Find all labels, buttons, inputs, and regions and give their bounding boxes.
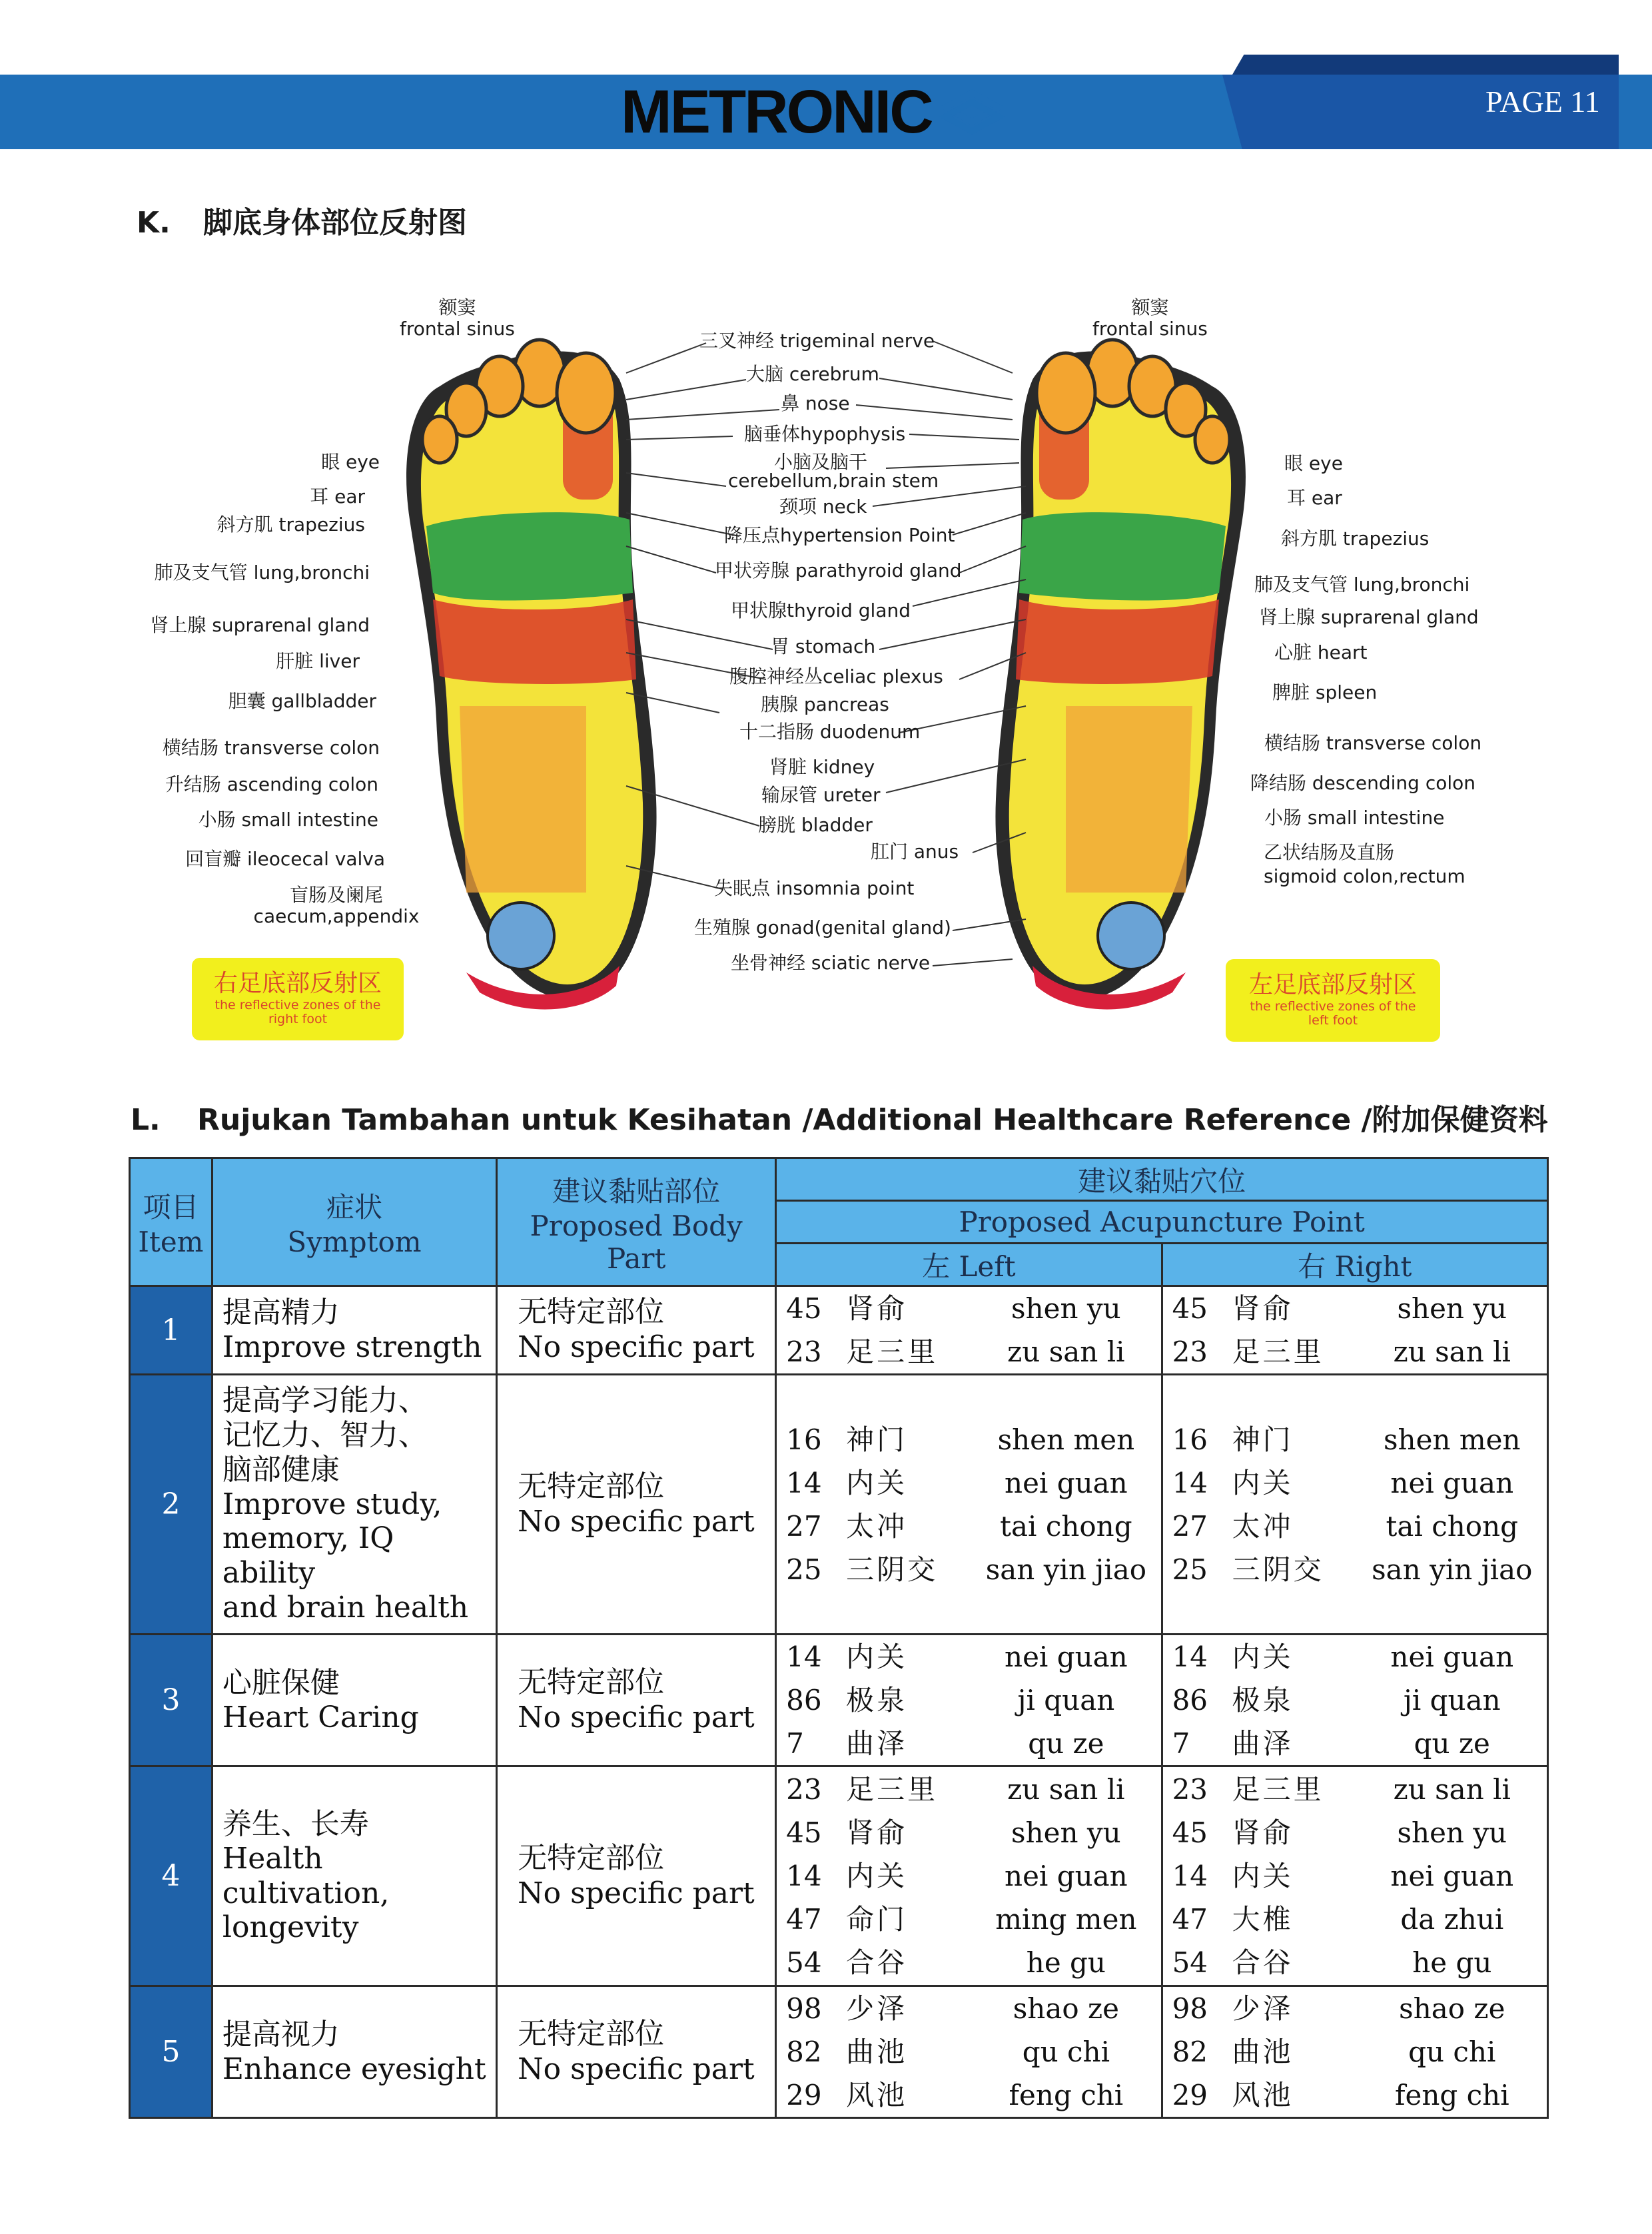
acupoint-pinyin: tai chong — [1386, 1509, 1519, 1543]
symptom-line: and brain health — [222, 1591, 469, 1625]
header-part-en: Proposed Body Part — [530, 1209, 743, 1275]
body-part-line: No specific part — [518, 1700, 755, 1734]
acupoint-entry — [1172, 1811, 1539, 1854]
left-points-cell — [776, 1766, 1162, 1986]
acupoint-number: 86 — [1172, 1684, 1208, 1716]
acupoint-pinyin: nei guan — [1005, 1466, 1128, 1499]
item-number: 2 — [130, 1375, 212, 1635]
acupoint-pinyin: shao ze — [1399, 1992, 1505, 2025]
acupoint-number: 7 — [1172, 1727, 1190, 1760]
acupoint-name-zh: 神门 — [1232, 1423, 1294, 1456]
right-foot-zone-caption — [192, 958, 404, 1040]
right-zone-title: 右足底部反射区 — [213, 970, 382, 997]
acupoint-name-zh: 足三里 — [846, 1335, 939, 1368]
header-item — [130, 1158, 212, 1286]
acupoint-name-zh: 极泉 — [1232, 1684, 1294, 1716]
symptom-cell — [212, 1286, 496, 1375]
body-part-cell — [497, 1986, 776, 2118]
header-symptom-zh: 症状 — [326, 1191, 383, 1224]
right-label-ileocecal: 回盲瓣 ileocecal valva — [185, 848, 385, 870]
header-right: 右 Right — [1162, 1244, 1547, 1286]
acupoint-entry — [1172, 1898, 1539, 1941]
center-label-bladder: 膀胱 bladder — [758, 814, 873, 836]
acupoint-number: 54 — [786, 1946, 822, 1979]
acupoint-pinyin: feng chi — [1394, 2079, 1509, 2111]
acupoint-pinyin: nei guan — [1005, 1641, 1128, 1673]
center-label-kidney: 肾脏 kidney — [769, 756, 875, 778]
acupoint-name-zh: 足三里 — [1232, 1773, 1324, 1806]
symptom-line: 心脏保健 — [222, 1665, 340, 1700]
acupoint-entry — [786, 1635, 1152, 1678]
acupoint-entry — [1172, 1330, 1539, 1373]
acupoint-pinyin: zu san li — [1393, 1773, 1511, 1806]
center-label-cerebellum-zh: 小脑及脑干 — [774, 451, 868, 473]
center-label-stomach: 胃 stomach — [771, 635, 876, 657]
body-part-line: 无特定部位 — [518, 1840, 665, 1875]
right-sinus-zh: 额窦 — [438, 296, 476, 318]
acupoint-name-zh: 太冲 — [1232, 1509, 1294, 1543]
acupoint-number: 45 — [1172, 1292, 1208, 1325]
right-label-eye: 眼 eye — [321, 451, 380, 473]
acupoint-number: 45 — [786, 1816, 822, 1849]
body-part-line: 无特定部位 — [518, 1295, 665, 1329]
acupoint-name-zh: 少泽 — [1232, 1992, 1294, 2025]
left-points-cell — [776, 1286, 1162, 1375]
acupoint-name-zh: 肾俞 — [846, 1292, 908, 1325]
acupoint-pinyin: ji quan — [1403, 1684, 1501, 1716]
acupoint-pinyin: shao ze — [1013, 1992, 1119, 2025]
acupoint-name-zh: 足三里 — [1232, 1335, 1324, 1368]
acupoint-name-zh: 合谷 — [846, 1946, 908, 1979]
acupoint-number: 86 — [786, 1684, 822, 1716]
left-label-descending-colon: 降结肠 descending colon — [1250, 772, 1476, 794]
center-label-duodenum: 十二指肠 duodenum — [739, 721, 921, 743]
acupoint-entry — [786, 1418, 1152, 1461]
symptom-cell — [212, 1766, 496, 1986]
acupoint-name-zh: 极泉 — [846, 1684, 908, 1716]
acupoint-number: 29 — [1172, 2079, 1208, 2111]
acupoint-pinyin: he gu — [1026, 1946, 1106, 1979]
acupoint-entry — [1172, 1678, 1539, 1722]
left-label-sigmoid-zh: 乙状结肠及直肠 — [1264, 841, 1395, 863]
acupoint-number: 27 — [1172, 1509, 1208, 1543]
acupoint-number: 23 — [1172, 1773, 1208, 1806]
center-label-hypophysis: 脑垂体hypophysis — [744, 423, 906, 445]
acupoint-number: 45 — [786, 1292, 822, 1325]
acupoint-entry — [1172, 1722, 1539, 1765]
acupoint-pinyin: shen yu — [1011, 1292, 1121, 1325]
acupoint-entry — [786, 1461, 1152, 1505]
header-left: 左 Left — [776, 1244, 1162, 1286]
symptom-line: Improve strength — [222, 1330, 482, 1364]
acupoint-pinyin: tai chong — [1000, 1509, 1132, 1543]
acupoint-entry — [786, 2030, 1152, 2073]
right-points-cell — [1162, 1286, 1547, 1375]
acupoint-entry — [1172, 2030, 1539, 2073]
acupoint-name-zh: 内关 — [846, 1466, 908, 1499]
symptom-line: 提高精力 — [222, 1296, 340, 1330]
acupoint-name-zh: 风池 — [846, 2079, 908, 2111]
acupoint-entry — [786, 1768, 1152, 1811]
acupoint-entry — [786, 1722, 1152, 1765]
acupoint-pinyin: zu san li — [1007, 1773, 1125, 1806]
acupoint-number: 14 — [1172, 1860, 1208, 1892]
item-number: 1 — [130, 1286, 212, 1375]
acupoint-pinyin: da zhui — [1400, 1903, 1504, 1936]
table-row — [130, 1375, 1548, 1635]
right-caecum-zh: 盲肠及阑尾 — [289, 884, 383, 906]
symptom-cell — [212, 1635, 496, 1766]
header-symptom — [212, 1158, 496, 1286]
acupoint-name-zh: 命门 — [846, 1903, 908, 1936]
acupoint-name-zh: 内关 — [1232, 1466, 1294, 1499]
body-part-cell — [497, 1766, 776, 1986]
acupoint-entry — [786, 1941, 1152, 1984]
acupoint-number: 23 — [1172, 1335, 1208, 1368]
symptom-line: Health cultivation, — [222, 1841, 390, 1910]
acupoint-name-zh: 足三里 — [846, 1773, 939, 1806]
center-label-ureter: 输尿管 ureter — [761, 784, 881, 806]
center-label-cerebrum: 大脑 cerebrum — [746, 363, 879, 385]
body-part-line: 无特定部位 — [518, 1469, 665, 1503]
acupoint-number: 14 — [786, 1860, 822, 1892]
acupoint-pinyin: ji quan — [1017, 1684, 1115, 1716]
acupoint-pinyin: qu ze — [1028, 1727, 1104, 1760]
left-zone-title: 左足底部反射区 — [1248, 971, 1417, 998]
right-label-ascending-colon: 升结肠 ascending colon — [165, 773, 378, 795]
acupoint-name-zh: 大椎 — [1232, 1903, 1294, 1936]
symptom-line: longevity — [222, 1910, 359, 1945]
section-l-heading: Rujukan Tambahan untuk Kesihatan /Additional Healthcare Reference /附加保健资料 — [197, 1103, 1548, 1137]
acupoint-name-zh: 三阴交 — [1232, 1553, 1324, 1586]
acupoint-number: 54 — [1172, 1946, 1208, 1979]
left-label-spleen: 脾脏 spleen — [1272, 681, 1378, 703]
acupoint-pinyin: he gu — [1412, 1946, 1492, 1979]
acupoint-entry — [786, 1678, 1152, 1722]
acupoint-pinyin: shen men — [1383, 1423, 1521, 1456]
right-label-caecum — [250, 885, 423, 927]
symptom-line: 脑部健康 — [222, 1452, 340, 1487]
brand-logo — [621, 79, 1005, 145]
body-part-cell — [497, 1375, 776, 1635]
center-label-gonad: 生殖腺 gonad(genital gland) — [694, 917, 951, 938]
acupoint-number: 47 — [1172, 1903, 1208, 1936]
acupoint-number: 98 — [1172, 1992, 1208, 2025]
header-point-zh: 建议黏贴穴位 — [776, 1158, 1548, 1201]
right-label-lung: 肺及支气管 lung,bronchi — [154, 561, 370, 583]
acupoint-number: 7 — [786, 1727, 804, 1760]
acupoint-number: 23 — [786, 1335, 822, 1368]
acupoint-number: 16 — [786, 1423, 822, 1456]
body-part-line: No specific part — [518, 1504, 755, 1539]
acupoint-name-zh: 肾俞 — [1232, 1816, 1294, 1849]
acupoint-entry — [1172, 1548, 1539, 1591]
acupoint-entry — [786, 1854, 1152, 1898]
symptom-cell — [212, 1986, 496, 2118]
header-item-en: Item — [138, 1226, 204, 1258]
acupoint-name-zh: 少泽 — [846, 1992, 908, 2025]
right-label-liver: 肝脏 liver — [276, 650, 360, 672]
right-label-small-intestine: 小肠 small intestine — [198, 809, 378, 831]
symptom-line: 提高视力 — [222, 2017, 340, 2051]
acupoint-number: 25 — [1172, 1553, 1208, 1586]
acupoint-pinyin: nei guan — [1390, 1466, 1514, 1499]
acupoint-entry — [1172, 1768, 1539, 1811]
symptom-line: 记忆力、智力、 — [222, 1417, 428, 1452]
center-label-hypertension: 降压点hypertension Point — [724, 524, 955, 546]
acupoint-name-zh: 三阴交 — [846, 1553, 939, 1586]
body-part-line: 无特定部位 — [518, 2016, 665, 2051]
acupoint-name-zh: 太冲 — [846, 1509, 908, 1543]
acupoint-number: 23 — [786, 1773, 822, 1806]
right-points-cell — [1162, 1635, 1547, 1766]
acupoint-number: 82 — [786, 2036, 822, 2068]
right-label-suprarenal: 肾上腺 suprarenal gland — [150, 614, 370, 636]
table-row — [130, 1635, 1548, 1766]
center-label-nose: 鼻 nose — [781, 392, 850, 414]
symptom-line: memory, IQ ability — [222, 1521, 394, 1591]
center-label-celiac: 腹腔神经丛celiac plexus — [729, 665, 943, 687]
center-label-sciatic: 坐骨神经 sciatic nerve — [731, 952, 931, 974]
acupoint-name-zh: 肾俞 — [846, 1816, 908, 1849]
page-number: PAGE 11 — [1485, 85, 1600, 119]
symptom-line: Improve study, — [222, 1487, 442, 1521]
acupoint-number: 98 — [786, 1992, 822, 2025]
acupoint-entry — [786, 1287, 1152, 1330]
acupoint-name-zh: 合谷 — [1232, 1946, 1294, 1979]
acupoint-pinyin: qu ze — [1414, 1727, 1490, 1760]
acupoint-number: 14 — [786, 1466, 822, 1499]
acupoint-entry — [1172, 2073, 1539, 2117]
left-label-small-intestine: 小肠 small intestine — [1264, 807, 1445, 829]
acupoint-entry — [786, 1548, 1152, 1591]
acupoint-pinyin: ming men — [995, 1903, 1137, 1936]
acupoint-entry — [786, 2073, 1152, 2117]
right-label-trapezius: 斜方肌 trapezius — [216, 514, 365, 536]
header-point-en: Proposed Acupuncture Point — [776, 1201, 1548, 1244]
left-zone-sub-1: the reflective zones of the — [1250, 999, 1416, 1014]
acupoint-name-zh: 内关 — [1232, 1641, 1294, 1673]
body-part-cell — [497, 1286, 776, 1375]
acupoint-pinyin: nei guan — [1390, 1860, 1514, 1892]
acupoint-entry — [786, 1987, 1152, 2030]
left-label-lung: 肺及支气管 lung,bronchi — [1254, 573, 1470, 595]
table-body — [130, 1286, 1548, 2118]
body-part-cell — [497, 1635, 776, 1766]
acupoint-number: 27 — [786, 1509, 822, 1543]
brand-name: METRONIC — [621, 77, 932, 146]
acupoint-number: 82 — [1172, 2036, 1208, 2068]
brand-mark-icon — [939, 89, 1005, 135]
foot-reflexology-chart — [0, 280, 1652, 1046]
acupoint-pinyin: qu chi — [1408, 2036, 1496, 2068]
acupoint-entry — [1172, 1635, 1539, 1678]
acupoint-entry — [1172, 1987, 1539, 2030]
body-part-line: No specific part — [518, 1876, 755, 1910]
acupoint-entry — [1172, 1461, 1539, 1505]
symptom-cell — [212, 1375, 496, 1635]
acupoint-number: 47 — [786, 1903, 822, 1936]
acupoint-entry — [1172, 1287, 1539, 1330]
acupoint-entry — [786, 1898, 1152, 1941]
acupoint-name-zh: 风池 — [1232, 2079, 1294, 2111]
left-foot-sinus-label — [1092, 297, 1208, 340]
acupoint-pinyin: san yin jiao — [985, 1553, 1147, 1586]
center-label-neck: 颈项 neck — [779, 496, 867, 518]
left-sinus-zh: 额窦 — [1131, 296, 1169, 318]
right-points-cell — [1162, 1375, 1547, 1635]
acupoint-entry — [786, 1811, 1152, 1854]
right-zone-sub-2: right foot — [268, 1011, 328, 1026]
acupoint-pinyin: zu san li — [1007, 1335, 1125, 1368]
acupoint-number: 25 — [786, 1553, 822, 1586]
body-part-line: No specific part — [518, 2051, 755, 2086]
table-row — [130, 1766, 1548, 1986]
acupoint-number: 14 — [786, 1641, 822, 1673]
header-tab-shadow — [1232, 55, 1619, 75]
left-label-eye: 眼 eye — [1284, 452, 1343, 474]
acupoint-pinyin: feng chi — [1009, 2079, 1124, 2111]
symptom-line: Heart Caring — [222, 1700, 419, 1734]
right-zone-sub-1: the reflective zones of the — [214, 998, 381, 1012]
table-row — [130, 1286, 1548, 1375]
acupoint-entry — [786, 1505, 1152, 1548]
item-number: 3 — [130, 1635, 212, 1766]
center-label-cerebellum-en: cerebellum,brain stem — [728, 470, 939, 492]
right-label-gallbladder: 胆囊 gallbladder — [228, 690, 376, 712]
table-row — [130, 1986, 1548, 2118]
right-points-cell — [1162, 1986, 1547, 2118]
section-k-heading: 脚底身体部位反射图 — [203, 206, 467, 240]
acupoint-number: 29 — [786, 2079, 822, 2111]
acupoint-name-zh: 肾俞 — [1232, 1292, 1294, 1325]
acupoint-name-zh: 曲池 — [846, 2036, 908, 2068]
header-symptom-en: Symptom — [287, 1226, 422, 1258]
acupoint-name-zh: 内关 — [846, 1641, 908, 1673]
acupoint-number: 45 — [1172, 1816, 1208, 1849]
left-label-suprarenal: 肾上腺 suprarenal gland — [1259, 606, 1479, 628]
left-foot-zone-caption — [1226, 959, 1440, 1042]
symptom-line: Enhance eyesight — [222, 2051, 486, 2086]
acupoint-number: 14 — [1172, 1641, 1208, 1673]
item-number: 4 — [130, 1766, 212, 1986]
center-label-parathyroid: 甲状旁腺 parathyroid gland — [715, 559, 962, 581]
body-part-line: 无特定部位 — [518, 1665, 665, 1699]
acupoint-pinyin: shen yu — [1011, 1816, 1121, 1849]
item-number: 5 — [130, 1986, 212, 2118]
section-l-title — [131, 1096, 1548, 1138]
right-foot-sinus-label — [400, 297, 515, 340]
acupoint-name-zh: 神门 — [846, 1423, 908, 1456]
header-body-part — [497, 1158, 776, 1286]
header-item-zh: 项目 — [143, 1191, 199, 1224]
right-caecum-en: caecum,appendix — [253, 905, 420, 928]
acupoint-name-zh: 内关 — [846, 1860, 908, 1892]
center-label-anus: 肛门 anus — [871, 841, 959, 863]
healthcare-reference-table — [129, 1157, 1549, 2119]
acupoint-number: 14 — [1172, 1466, 1208, 1499]
acupoint-number: 16 — [1172, 1423, 1208, 1456]
right-sinus-en: frontal sinus — [400, 318, 515, 340]
left-points-cell — [776, 1986, 1162, 2118]
left-zone-sub-2: left foot — [1308, 1012, 1358, 1028]
acupoint-entry — [1172, 1941, 1539, 1984]
right-foot-illustration — [406, 340, 657, 1009]
acupoint-name-zh: 曲泽 — [1232, 1727, 1294, 1760]
acupoint-name-zh: 曲池 — [1232, 2036, 1294, 2068]
acupoint-entry — [1172, 1505, 1539, 1548]
acupoint-pinyin: qu chi — [1022, 2036, 1110, 2068]
acupoint-pinyin: shen yu — [1397, 1816, 1507, 1849]
left-foot-illustration — [995, 340, 1246, 1009]
left-points-cell — [776, 1635, 1162, 1766]
acupoint-pinyin: san yin jiao — [1372, 1553, 1533, 1586]
acupoint-name-zh: 曲泽 — [846, 1727, 908, 1760]
acupoint-pinyin: shen yu — [1397, 1292, 1507, 1325]
body-part-line: No specific part — [518, 1330, 755, 1364]
acupoint-entry — [786, 1330, 1152, 1373]
left-label-ear: 耳 ear — [1287, 487, 1342, 509]
right-points-cell — [1162, 1766, 1547, 1986]
right-label-transverse-colon: 横结肠 transverse colon — [162, 737, 380, 759]
header-part-zh: 建议黏贴部位 — [552, 1174, 721, 1208]
center-label-insomnia: 失眠点 insomnia point — [714, 877, 915, 899]
acupoint-pinyin: nei guan — [1390, 1641, 1514, 1673]
left-label-transverse-colon: 横结肠 transverse colon — [1264, 732, 1482, 754]
left-label-heart: 心脏 heart — [1274, 641, 1368, 663]
symptom-line: 提高学习能力、 — [222, 1383, 428, 1417]
left-sinus-en: frontal sinus — [1092, 318, 1208, 340]
right-label-ear: 耳 ear — [310, 486, 365, 508]
acupoint-pinyin: zu san li — [1393, 1335, 1511, 1368]
acupoint-entry — [1172, 1854, 1539, 1898]
symptom-line: 养生、长寿 — [222, 1806, 369, 1841]
center-label-pancreas: 胰腺 pancreas — [761, 693, 889, 715]
center-label-thyroid: 甲状腺thyroid gland — [731, 599, 911, 621]
left-label-sigmoid-en: sigmoid colon,rectum — [1264, 865, 1465, 887]
section-l-letter: L. — [131, 1103, 161, 1137]
left-points-cell — [776, 1375, 1162, 1635]
section-k-letter: K. — [137, 206, 171, 240]
section-k-title — [137, 198, 467, 241]
left-label-trapezius: 斜方肌 trapezius — [1281, 528, 1430, 550]
acupoint-pinyin: shen men — [997, 1423, 1135, 1456]
acupoint-name-zh: 内关 — [1232, 1860, 1294, 1892]
acupoint-entry — [1172, 1418, 1539, 1461]
center-label-trigeminal: 三叉神经 trigeminal nerve — [699, 330, 935, 352]
acupoint-pinyin: nei guan — [1005, 1860, 1128, 1892]
